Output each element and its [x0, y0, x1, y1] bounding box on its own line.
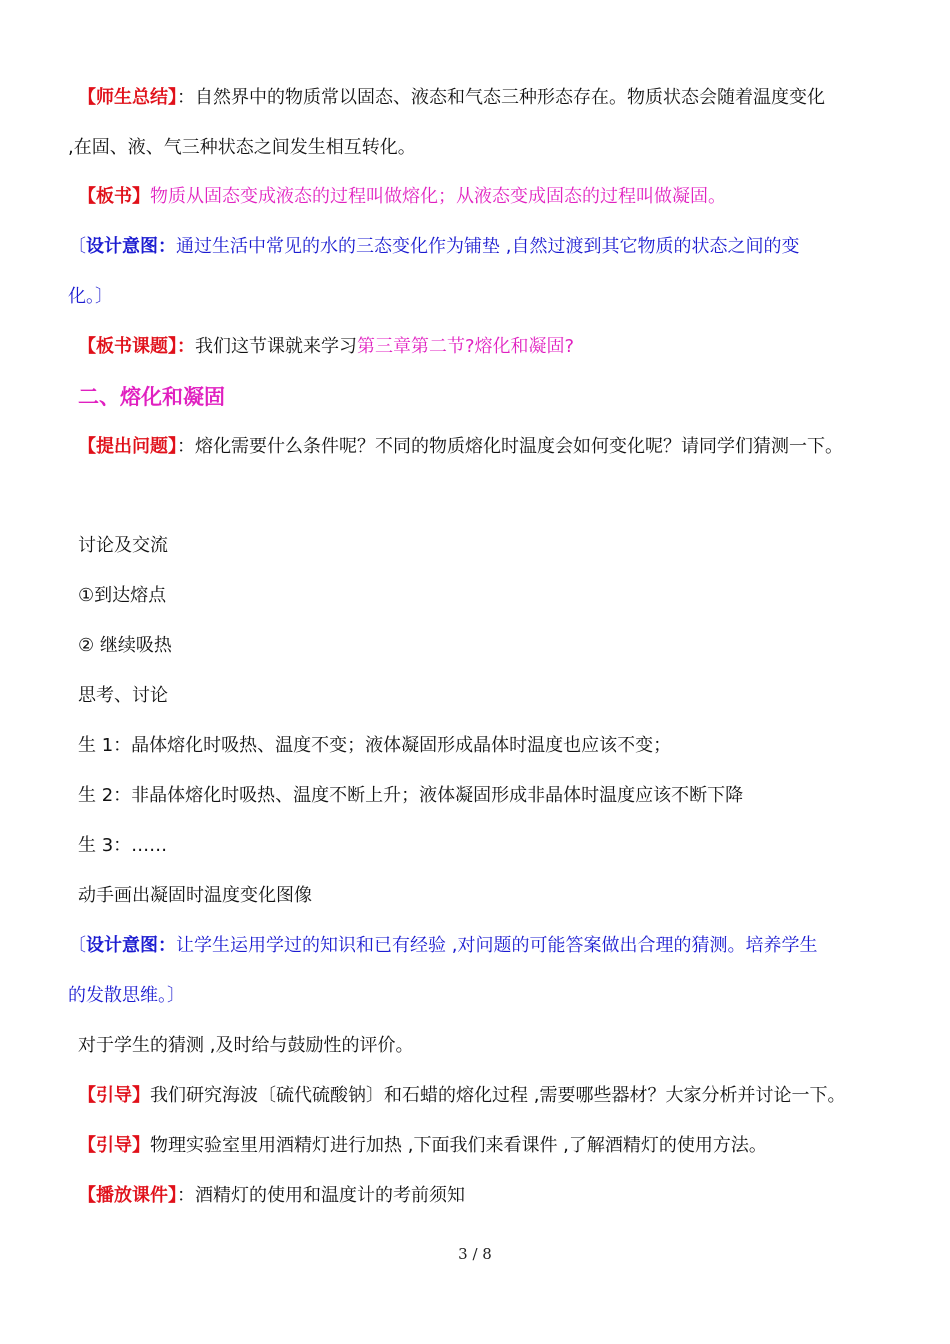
design-intent-open-bracket: 〔	[68, 236, 86, 257]
discussion-line: 动手画出凝固时温度变化图像	[78, 885, 312, 906]
courseware-paragraph	[78, 1184, 465, 1208]
design-intent-1	[68, 235, 799, 259]
discussion-line: 讨论及交流	[78, 535, 168, 556]
design-intent-open-bracket: 〔	[68, 935, 86, 956]
question-text: ：熔化需要什么条件呢？不同的物质熔化时温度会如何变化呢？请同学们猜测一下。	[177, 436, 843, 457]
design-intent-text: 通过生活中常见的水的三态变化作为铺垫 ,自然过渡到其它物质的状态之间的变	[176, 236, 800, 257]
courseware-tag: 【播放课件】	[78, 1185, 177, 1206]
guide-paragraph-2	[78, 1134, 767, 1158]
topic-colon: ：	[177, 336, 195, 357]
topic-paragraph	[78, 335, 574, 359]
summary-tag: 【师生总结】	[78, 87, 177, 108]
discussion-line: 生 1：晶体熔化时吸热、温度不变；液体凝固形成晶体时温度也应该不变；	[78, 735, 672, 756]
summary-paragraph-cont: ,在固、液、气三种状态之间发生相互转化。	[68, 137, 416, 158]
board-text: 物质从固态变成液态的过程叫做熔化；从液态变成固态的过程叫做凝固。	[150, 186, 726, 207]
design-intent-2	[68, 934, 817, 958]
discussion-line: ② 继续吸热	[78, 635, 172, 656]
guide-tag: 【引导】	[78, 1135, 150, 1156]
guide-tag: 【引导】	[78, 1085, 150, 1106]
section-heading: 二、熔化和凝固	[78, 385, 225, 409]
discussion-line: 生 2：非晶体熔化时吸热、温度不断上升；液体凝固形成非晶体时温度应该不断下降	[78, 785, 744, 806]
topic-text: 我们这节课就来学习	[195, 336, 357, 357]
board-paragraph	[78, 185, 726, 209]
summary-paragraph	[78, 86, 825, 110]
question-tag: 【提出问题】	[78, 436, 177, 457]
page-number: 3 / 8	[458, 1245, 492, 1263]
guide-paragraph-1	[78, 1084, 845, 1108]
discussion-line: 生 3：……	[78, 835, 168, 856]
design-intent-label: 设计意图：	[86, 236, 176, 257]
board-tag: 【板书】	[78, 186, 150, 207]
topic-tag: 【板书课题】	[78, 336, 177, 357]
design-intent-text: 让学生运用学过的知识和已有经验 ,对问题的可能答案做出合理的猜测。培养学生	[176, 935, 818, 956]
design-intent-1-cont: 化。〕	[68, 286, 113, 307]
design-intent-label: 设计意图：	[86, 935, 176, 956]
guide-text: 物理实验室里用酒精灯进行加热 ,下面我们来看课件 ,了解酒精灯的使用方法。	[150, 1135, 767, 1156]
evaluation-paragraph: 对于学生的猜测 ,及时给与鼓励性的评价。	[78, 1035, 414, 1056]
question-paragraph	[78, 435, 843, 459]
summary-text: ：自然界中的物质常以固态、液态和气态三种形态存在。物质状态会随着温度变化	[177, 87, 825, 108]
guide-text: 我们研究海波〔硫代硫酸钠〕和石蜡的熔化过程 ,需要哪些器材？大家分析并讨论一下。	[150, 1085, 846, 1106]
topic-title: 第三章第二节?熔化和凝固?	[357, 336, 575, 357]
design-intent-2-cont: 的发散思维。〕	[68, 985, 185, 1006]
discussion-line: ①到达熔点	[78, 585, 167, 606]
courseware-text: ：酒精灯的使用和温度计的考前须知	[177, 1185, 465, 1206]
discussion-line: 思考、讨论	[78, 685, 168, 706]
